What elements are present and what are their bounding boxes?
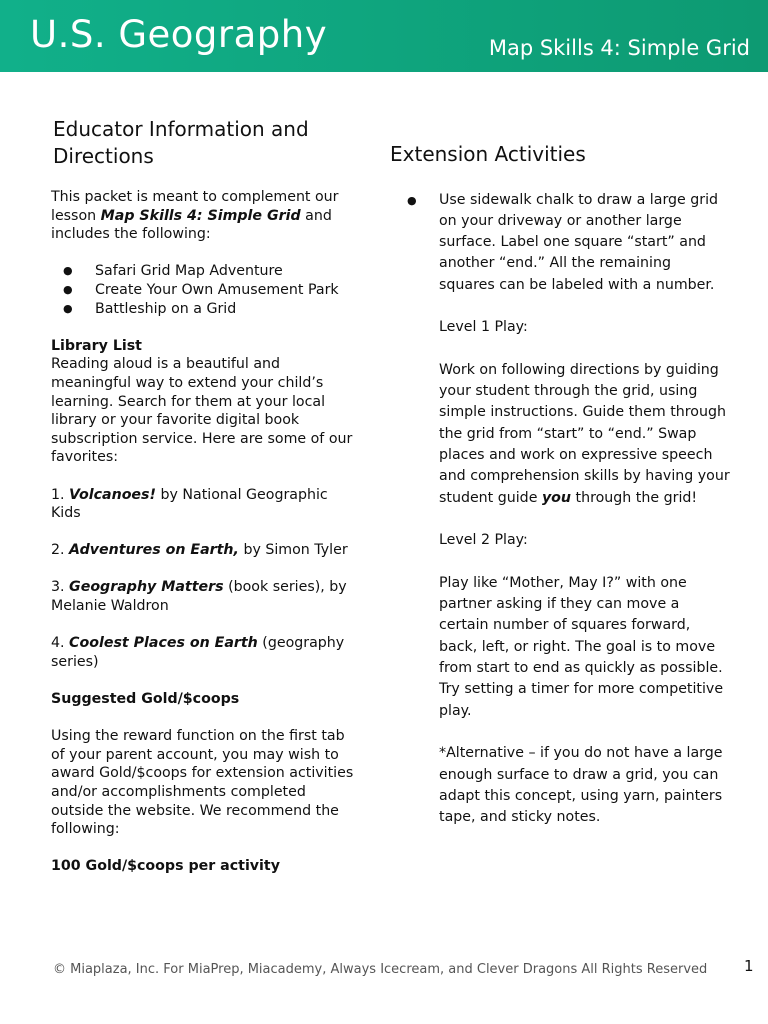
list-item <box>51 300 361 319</box>
gold-heading: Suggested Gold/$coops <box>51 691 240 708</box>
header-banner <box>0 0 768 72</box>
intro-suffix: and includes the following: <box>51 207 332 243</box>
book-title: Coolest Places on Earth <box>69 635 258 652</box>
book-item <box>51 541 361 560</box>
level1-text-end: through the grid! <box>571 489 698 506</box>
book-author: (book series), by Melanie Waldron <box>51 579 347 615</box>
course-title: U.S. Geography <box>30 13 328 56</box>
extension-activity <box>390 190 730 829</box>
level2-text: Play like “Mother, May I?” with one partner asking if they can move a certain number of squares forward, back, left, or right. The goal is to move from start to end as quickly as possible. Try setting a timer for more competitive play. <box>439 574 724 719</box>
book-author: by National Geographic Kids <box>51 486 328 522</box>
list-item-label: Create Your Own Amusement Park <box>95 281 339 298</box>
includes-list <box>51 262 361 318</box>
copyright-notice: © Miaplaza, Inc. For MiaPrep, Miacademy, Always Icecream, and Clever Dragons All Rights Reserved <box>53 962 708 977</box>
level2-label: Level 2 Play: <box>439 532 528 549</box>
level1-text <box>439 360 730 509</box>
book-author: (geography series) <box>51 635 345 670</box>
alternative-text: *Alternative – if you do not have a large enough surface to draw a grid, you can adapt this concept, using yarn, painters tape, and sticky notes. <box>439 745 723 826</box>
book-author: by Simon Tyler <box>238 542 348 559</box>
intro-paragraph <box>51 188 361 244</box>
book-number: 4. <box>51 635 70 652</box>
library-text: Reading aloud is a beautiful and meaningful way to extend your child’s learning. Search for them at your local library or your favorite digital book subscription service. Here are some of our favorites: <box>51 356 353 466</box>
book-title: Geography Matters <box>69 579 224 596</box>
level1-label: Level 1 Play: <box>439 319 528 336</box>
book-title: Volcanoes! <box>69 486 156 503</box>
gold-amount: 100 Gold/$coops per activity <box>51 858 280 875</box>
bullet-icon: ● <box>63 301 73 315</box>
list-item-label: Safari Grid Map Adventure <box>95 263 283 280</box>
book-number: 1. <box>51 486 70 503</box>
extension-column <box>390 141 730 828</box>
list-item <box>51 281 361 300</box>
book-number: 3. <box>51 579 70 596</box>
bullet-icon: ● <box>63 264 73 278</box>
intro-prefix: This packet is meant to complement our lesson <box>51 189 339 224</box>
page-number: 1 <box>744 957 754 975</box>
library-heading: Library List <box>51 337 142 354</box>
book-title: Adventures on Earth, <box>69 542 239 559</box>
educator-column <box>51 116 361 876</box>
book-item <box>51 486 361 523</box>
list-item-label: Battleship on a Grid <box>95 300 237 317</box>
lesson-title: Map Skills 4: Simple Grid <box>488 36 750 60</box>
book-item <box>51 634 361 671</box>
level1-text-emphasis: you <box>541 489 572 506</box>
level1-text-main: Work on following directions by guiding your student through the grid, using simple instructions. Guide them through the grid from “start” to “end.” Swap places and work on expressive speech and comprehension skills by having your student guide <box>439 361 730 506</box>
activity-text: Use sidewalk chalk to draw a large grid on your driveway or another large surface. Label one square “start” and another “end.” All the remaining squares can be labeled with a number. <box>439 191 719 293</box>
gold-text: Using the reward function on the first tab of your parent account, you may wish to award Gold/$coops for extension activities and/or accomplishments completed outside the website. We recommend the following: <box>51 728 354 838</box>
book-item <box>51 578 361 615</box>
bullet-icon: ● <box>63 282 73 296</box>
bullet-icon: ● <box>407 193 417 207</box>
book-number: 2. <box>51 542 70 559</box>
educator-heading: Educator Information and Directions <box>53 117 309 168</box>
intro-lesson-name: Map Skills 4: Simple Grid <box>100 207 301 224</box>
extension-heading: Extension Activities <box>390 142 586 166</box>
list-item <box>51 262 361 281</box>
